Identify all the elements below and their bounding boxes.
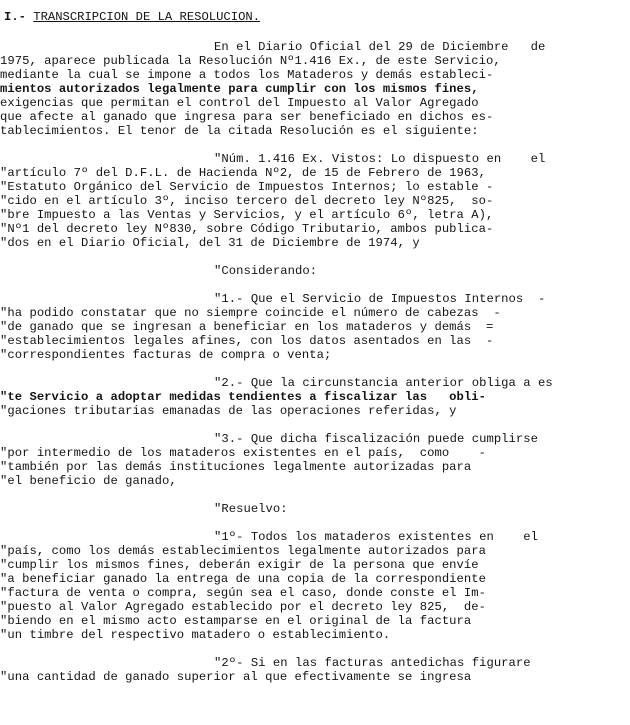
resuelvo-1-line: "1º- Todos los mataderos existentes en el	[214, 530, 539, 544]
resuelvo-1-line: "país, como los demás establecimientos legalmente autorizados para	[0, 544, 487, 558]
resuelvo-1-line: "puesto al Valor Agregado establecido por el decreto ley 825, de-	[0, 600, 487, 614]
section-title: TRANSCRIPCION DE LA RESOLUCION.	[33, 10, 261, 24]
considerando-2-line: "2.- Que la circunstancia anterior obliga a es	[214, 376, 553, 390]
considerando-3-line: "3.- Que dicha fiscalización puede cumplirse	[214, 432, 539, 446]
vistos-line: "dos en el Diario Oficial, del 31 de Diciembre de 1974, y	[0, 236, 420, 250]
considerando-1-line: "1.- Que el Servicio de Impuestos Internos -	[214, 292, 546, 306]
resuelvo-heading: "Resuelvo:	[214, 502, 288, 516]
resuelvo-1-line: "un timbre del respectivo matadero o establecimiento.	[0, 628, 391, 642]
resuelvo-1-line: "factura de venta o compra, según sea el caso, donde conste el Im-	[0, 586, 487, 600]
considerando-heading: "Considerando:	[214, 264, 318, 278]
intro-line: mientos autorizados legalmente para cumplir con los mismos fines,	[0, 82, 479, 96]
intro-line: tablecimientos. El tenor de la citada Resolución es el siguiente:	[0, 124, 479, 138]
considerando-1-line: "correspondientes facturas de compra o venta;	[0, 348, 332, 362]
intro-line: que afecte al ganado que ingresa para ser beneficiado en dichos es-	[0, 110, 494, 124]
resuelvo-2-line: "una cantidad de ganado superior al que efectivamente se ingresa	[0, 670, 472, 684]
considerando-3-line: "el beneficio de ganado,	[0, 474, 177, 488]
vistos-line: "Estatuto Orgánico del Servicio de Impuestos Internos; lo estable -	[0, 180, 494, 194]
considerando-3-line: "por intermedio de los mataderos existentes en el país, como -	[0, 446, 487, 460]
resuelvo-1-line: "biendo en el mismo acto estamparse en el original de la factura	[0, 614, 472, 628]
considerando-1-line: "establecimientos legales afines, con los datos asentados en las -	[0, 334, 494, 348]
intro-line: 1975, aparece publicada la Resolución Nº1.416 Ex., de este Servicio,	[0, 54, 501, 68]
intro-line: En el Diario Oficial del 29 de Diciembre de	[214, 40, 546, 54]
considerando-2-line: "gaciones tributarias emanadas de las operaciones referidas, y	[0, 404, 457, 418]
vistos-line: "bre Impuesto a las Ventas y Servicios, y el artículo 6º, letra A),	[0, 208, 494, 222]
vistos-line: "cido en el artículo 3º, inciso tercero del decreto ley Nº825, so-	[0, 194, 494, 208]
considerando-1-line: "ha podido constatar que no siempre coincide el número de cabezas -	[0, 306, 501, 320]
vistos-line: "Núm. 1.416 Ex. Vistos: Lo dispuesto en el	[214, 152, 546, 166]
section-number: I.-	[4, 10, 26, 24]
resuelvo-1-line: "cumplir los mismos fines, deberán exigir de la persona que envíe	[0, 558, 479, 572]
considerando-2-line: "te Servicio a adoptar medidas tendientes a fiscalizar las obli-	[0, 390, 487, 404]
intro-line: exigencias que permitan el control del Impuesto al Valor Agregado	[0, 96, 479, 110]
resuelvo-2-line: "2º- Si en las facturas antedichas figurare	[214, 656, 531, 670]
section-heading	[4, 10, 260, 24]
resuelvo-1-line: "a beneficiar ganado la entrega de una copia de la correspondiente	[0, 572, 487, 586]
vistos-line: "artículo 7º del D.F.L. de Hacienda Nº2, de 15 de Febrero de 1963,	[0, 166, 487, 180]
vistos-line: "Nº1 del decreto ley Nº830, sobre Código Tributario, ambos publica-	[0, 222, 494, 236]
considerando-3-line: "también por las demás instituciones legalmente autorizadas para	[0, 460, 472, 474]
considerando-1-line: "de ganado que se ingresan a beneficiar en los mataderos y demás =	[0, 320, 494, 334]
intro-line: mediante la cual se impone a todos los Mataderos y demás estableci-	[0, 68, 494, 82]
